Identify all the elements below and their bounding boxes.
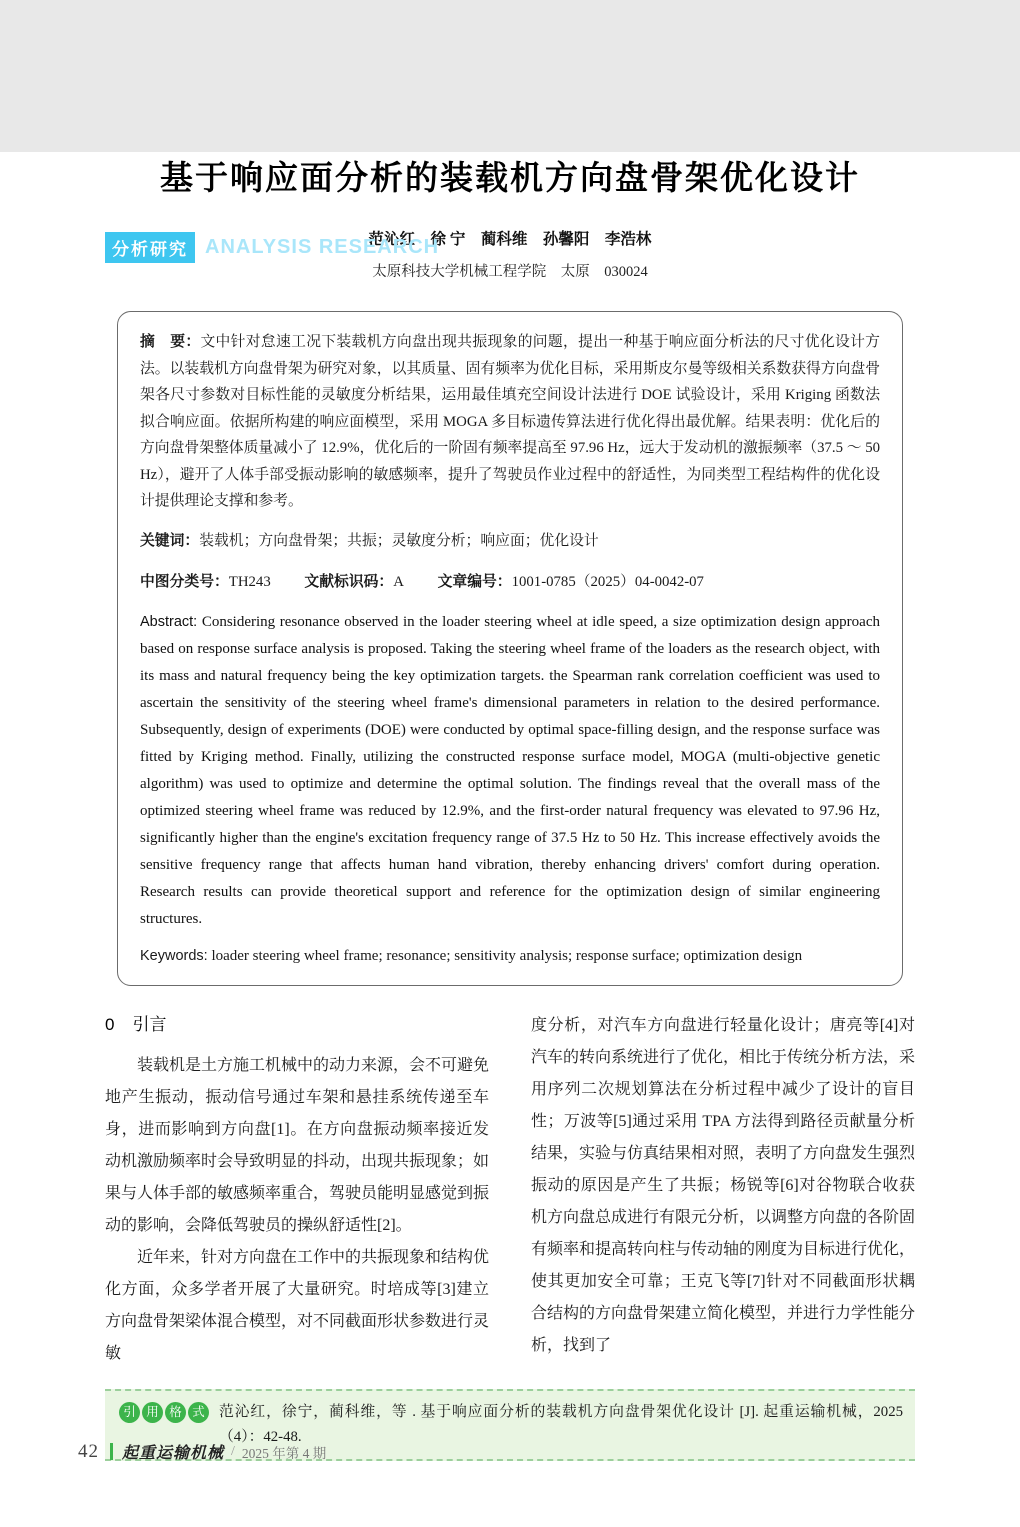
left-column	[105, 1010, 489, 1370]
affiliation: 太原科技大学机械工程学院 太原 030024	[372, 264, 648, 280]
section-heading	[105, 1010, 489, 1035]
category-badge-cn: 分析研究	[105, 232, 195, 263]
body-paragraph: 近年来，针对方向盘在工作中的共振现象和结构优化方面，众多学者开展了大量研究。时培成等[3]建立方向盘骨架梁体混合模型，对不同截面形状参数进行灵敏	[105, 1248, 490, 1362]
footer-divider-bar	[110, 1443, 113, 1460]
badge-char: 格	[165, 1402, 186, 1423]
page-footer	[78, 1440, 326, 1463]
page-content	[0, 152, 1020, 1461]
article-no-pair	[438, 574, 704, 590]
clc-label: 中图分类号：	[140, 573, 229, 590]
keywords-en-line	[140, 948, 880, 965]
body-columns	[105, 1010, 915, 1370]
doc-code-label: 文献标识码：	[304, 573, 394, 590]
category-label-en: ANALYSIS RESEARCH	[205, 236, 440, 258]
abstract-cn-label: 摘 要：	[140, 334, 201, 350]
author-list: 范沁红 徐 宁 蔺科维 孙馨阳 李浩林	[368, 231, 652, 248]
footer-separator: /	[231, 1443, 235, 1459]
section-number: 0	[105, 1014, 115, 1034]
abstract-cn-text: 文中针对怠速工况下装载机方向盘出现共振现象的问题，提出一种基于响应面分析法的尺寸优化设计方法。以装载机方向盘骨架为研究对象，以其质量、固有频率为优化目标，采用斯皮尔曼等级相关系数获得方向盘骨架各尺寸参数对目标性能的灵敏度分析结果，运用最佳填充空间设计法进行 DOE 试验设计，采用 Kriging 函数法拟合响应面。依据所构建的响应面模型，采用 MOGA 多目标遗传算法进行优化得出最优解。结果表明：优化后的方向盘骨架整体质量减小了 12.9%，优化后的一阶固有频率提高至 97.96 Hz，远大于发动机的激振频率（37.5 ～ 50 Hz），避开了人体手部受振动影响的敏感频率，提升了驾驶员作业过程中的舒适性，为同类型工程结构件的优化设计提供理论支撑和参考。	[140, 334, 880, 509]
abstract-cn	[140, 329, 880, 515]
abstract-box	[117, 311, 903, 986]
keywords-cn-text: 装载机；方向盘骨架；共振；灵敏度分析；响应面；优化设计	[199, 532, 599, 549]
doc-code-pair	[304, 574, 403, 590]
header-category-tag	[105, 232, 439, 263]
body-paragraph: 度分析，对汽车方向盘进行轻量化设计；唐亮等[4]对汽车的转向系统进行了优化，相比于传统分析方法，采用序列二次规划算法在分析过程中减少了设计的盲目性；万波等[5]通过采用 TPA 方法得到路径贡献量分析结果，实验与仿真结果相对照，表明了方向盘发生强烈振动的原因是产生了共振；杨锐等[6]对谷物联合收获机方向盘总成进行有限元分析，以调整方向盘的各阶固有频率和提高转向柱与传动轴的刚度为目标进行优化，使其更加安全可靠；王克飞等[7]针对不同截面形状耦合结构的方向盘骨架建立简化模型，并进行力学性能分析，找到了	[531, 1016, 916, 1354]
abstract-en	[140, 609, 880, 933]
abstract-en-label: Abstract:	[140, 613, 198, 630]
article-title: 基于响应面分析的装载机方向盘骨架优化设计	[160, 159, 860, 196]
issue-info: 2025 年第 4 期	[241, 1445, 327, 1461]
abstract-en-text: Considering resonance observed in the loader steering wheel at idle speed, a size optimization design approach based on response surface analysis is proposed. Taking the steering wheel frame of the loaders as the research object, with its mass and natural frequency being the key optimization targets. the Spearman rank correlation coefficient was used to ascertain the sensitivity of the steering wheel frame's dimensional parameters in relation to the desired performance. Subsequently, design of experiments (DOE) were conducted by optimal space-filling design, and the response surface was fitted by Kriging method. Finally, utilizing the constructed response surface model, MOGA (multi-objective genetic algorithm) was used to optimize and determine the optimal solution. The findings reveal that the overall mass of the optimized steering wheel frame was reduced by 12.9%, and the first-order natural frequency was elevated to 97.96 Hz, significantly higher than the engine's excitation frequency range of 37.5 Hz to 50 Hz. This increase effectively avoids the sensitive frequency range that affects human hand vibration, thereby enhancing drivers' comfort during operation. Research results can provide theoretical support and reference for the optimization design of similar engineering structures.	[140, 613, 880, 927]
right-column	[531, 1010, 915, 1370]
journal-name-logo: 起重运输机械	[122, 1445, 225, 1462]
badge-char: 用	[142, 1402, 163, 1423]
article-no-value: 1001-0785（2025）04-0042-07	[511, 573, 704, 590]
badge-char: 式	[188, 1402, 209, 1423]
clc-pair	[140, 574, 271, 590]
keywords-cn-label: 关键词：	[140, 532, 200, 549]
citation-text: 范沁红，徐宁，蔺科维，等 . 基于响应面分析的装载机方向盘骨架优化设计 [J]. 起重运输机械，2025（4）：42-48.	[219, 1403, 903, 1445]
body-paragraph: 装载机是土方施工机械中的动力来源，会不可避免地产生振动，振动信号通过车架和悬挂系统传递至车身，进而影响到方向盘[1]。在方向盘振动频率接近发动机激励频率时会导致明显的抖动，出现共振现象；如果与人体手部的敏感频率重合，驾驶员能明显感觉到振动的影响，会降低驾驶员的操纵舒适性[2]。	[105, 1056, 490, 1234]
keywords-en-text: loader steering wheel frame; resonance; sensitivity analysis; response surface; optimization design	[211, 947, 803, 964]
badge-char: 引	[119, 1402, 140, 1423]
clc-value: TH243	[228, 573, 271, 590]
keywords-en-label: Keywords:	[140, 947, 208, 964]
page-number: 42	[78, 1440, 99, 1462]
section-title: 引言	[132, 1014, 167, 1034]
keywords-cn-line	[140, 529, 880, 553]
citation-format-badge	[119, 1402, 209, 1423]
classification-line	[140, 570, 880, 591]
doc-code-value: A	[393, 573, 404, 590]
journal-page	[0, 152, 1020, 1527]
article-no-label: 文章编号：	[437, 573, 512, 590]
